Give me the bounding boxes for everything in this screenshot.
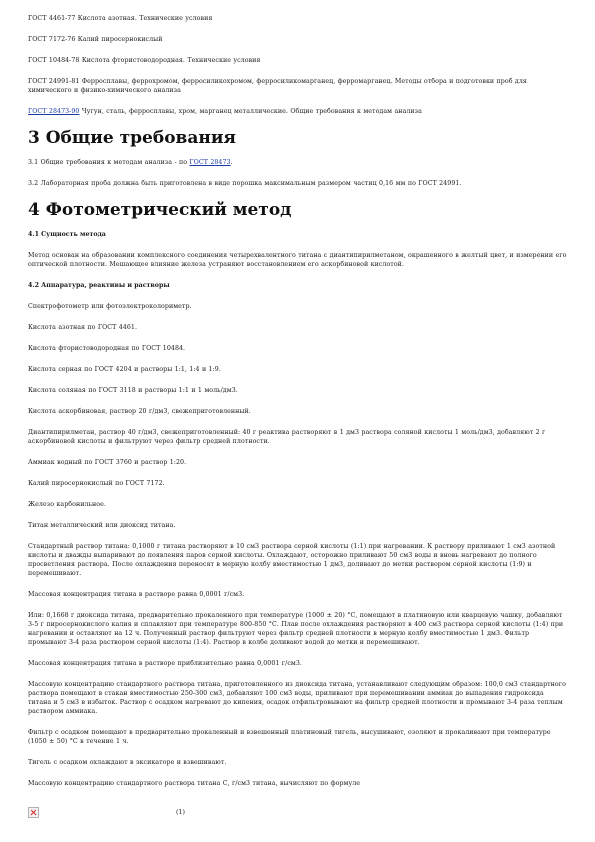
formula-number: (1) — [176, 809, 185, 816]
list-item: Массовую концентрацию стандартного раствора титана С, г/см3 титана, вычисляют по формуле — [28, 780, 361, 787]
ref-gost-10484: ГОСТ 10484-78 Кислота фтористоводородная. Технические условия — [28, 57, 261, 64]
clause-3-1-text: 3.1 Общие требования к методам анализа - по — [28, 159, 190, 166]
list-item: Или: 0,1668 г диоксида титана, предварительно прокаленного при температуре (1000 ± 20) °С, помещают в платиновую или кварцевую чашку, добавляют 3-5 г пиросернокислого калия и сплавляют при температуре 800-850 °С. Плав после охлаждения растворяют в 400 см3 раствора серной кислоты (1:4) при нагревании и оставляют на 12 ч. Полученный раствор фильтруют через фильтр средней плотности в мерную колбу вместимостью 1 дм3. Фильтр промывают 3-4 раза раствором серной кислоты (1:4). Раствор в колбе доливают водой до метки и перемешивают. — [28, 612, 564, 646]
list-item: Кислота фтористоводородная по ГОСТ 10484. — [28, 345, 186, 352]
gost-28473-link[interactable]: ГОСТ 28473-90 — [28, 108, 80, 115]
list-item: Калий пиросернокислый по ГОСТ 7172. — [28, 480, 165, 487]
list-item: Стандартный раствор титана: 0,1000 г титана растворяют в 10 см3 раствора серной кислоты (1:1) при нагревании. К раствору приливают 1 см3 азотной кислоты и дважды выпаривают до появления паров серной кислоты. Охлаждают, осторожно приливают 50 см3 воды и вновь нагревают до полного просветления раствора. После охлаждения переносят в мерную колбу вместимостью 1 дм3, доливают до метки раствором серной кислоты (1:9) и перемешивают. — [28, 543, 556, 577]
broken-image-icon — [28, 807, 39, 818]
list-item: Диантипирилметан, раствор 40 г/дм3, свежеприготовленный: 40 г реактива растворяют в 1 дм3 раствора соляной кислоты 1 моль/дм3, добавляют 2 г аскорбиновой кислоты и фильтруют через фильтр средней плотности. — [28, 429, 546, 445]
document-page — [28, 14, 568, 796]
clause-3-1-end: . — [230, 159, 233, 166]
list-item: Фильтр с осадком помещают в предварительно прокаленный и взвешенный платиновый тигель, высушивают, озоляют и прокаливают при температуре (1050 ± 50) °С в течение 1 ч. — [28, 729, 551, 745]
list-item: Кислота серная по ГОСТ 4204 и растворы 1:1, 1:4 и 1:9. — [28, 366, 221, 373]
ref-gost-28473-text: Чугун, сталь, ферросплавы, хром, марганец металлические. Общие требования к методам анализа — [79, 108, 422, 115]
list-item: Тигель с осадком охлаждают в эксикаторе и взвешивают. — [28, 759, 227, 766]
gost-28473-inline-link[interactable]: ГОСТ 28473 — [189, 159, 231, 166]
list-item: Аммиак водный по ГОСТ 3760 и раствор 1:20. — [28, 459, 187, 466]
ref-gost-4461: ГОСТ 4461-77 Кислота азотная. Технические условия — [28, 15, 213, 22]
list-item: Кислота аскорбиновая, раствор 20 г/дм3, свежеприготовленный. — [28, 408, 251, 415]
list-item: Кислота соляная по ГОСТ 3118 и растворы 1:1 и 1 моль/дм3. — [28, 387, 238, 394]
list-item: Массовая концентрация титана в растворе приблизительно равна 0,0001 г/см3. — [28, 660, 302, 667]
clause-4-1-heading: 4.1 Сущность метода — [28, 231, 106, 238]
list-item: Массовая концентрация титана в растворе равна 0,0001 г/см3. — [28, 591, 245, 598]
formula-row — [28, 807, 568, 818]
list-item: Массовую концентрацию стандартного раствора титана, приготовленного из диоксида титана, устанавливают следующим образом: 100,0 см3 стандартного раствора помещают в стакан вместимостью 250-300 см3, добавляют 100 см3 воды, приливают при перемешивании аммиак до выпадения гидроксида титана и 5 см3 в избыток. Раствор с осадком нагревают до кипения, осадок отфильтровывают на фильтр средней плотности и промывают 3-4 раза теплым раствором аммиака. — [28, 681, 566, 715]
clause-4-1-text: Метод основан на образовании комплексного соединения четырехвалентного титана с диантипирилметаном, окрашенного в желтый цвет, и измерении его оптической плотности. Мешающее влияние железа устраняют восстановлением его аскорбиновой кислотой. — [28, 252, 567, 268]
clause-4-2-heading: 4.2 Аппаратура, реактивы и растворы — [28, 282, 170, 289]
list-item: Спектрофотометр или фотоэлектроколориметр. — [28, 303, 192, 310]
list-item: Кислота азотная по ГОСТ 4461. — [28, 324, 138, 331]
list-item: Титан металлический или диоксид титана. — [28, 522, 176, 529]
ref-gost-7172: ГОСТ 7172-76 Калий пиросернокислый — [28, 36, 163, 43]
ref-gost-24991: ГОСТ 24991-81 Ферросплавы, феррохромом, ферросиликохромом, ферросиликомарганец, ферромарганец. Методы отбора и подготовки проб для химического и физико-химического анализа — [28, 78, 527, 94]
section-3-title: 3 Общие требования — [28, 128, 236, 148]
list-item: Железо карбонильное. — [28, 501, 106, 508]
section-4-title: 4 Фотометрический метод — [28, 200, 292, 220]
clause-3-1 — [28, 158, 568, 167]
clause-3-2: 3.2 Лабораторная проба должна быть приготовлена в виде порошка максимальным размером частиц 0,16 мм по ГОСТ 24991. — [28, 180, 462, 187]
ref-gost-28473 — [28, 107, 568, 116]
